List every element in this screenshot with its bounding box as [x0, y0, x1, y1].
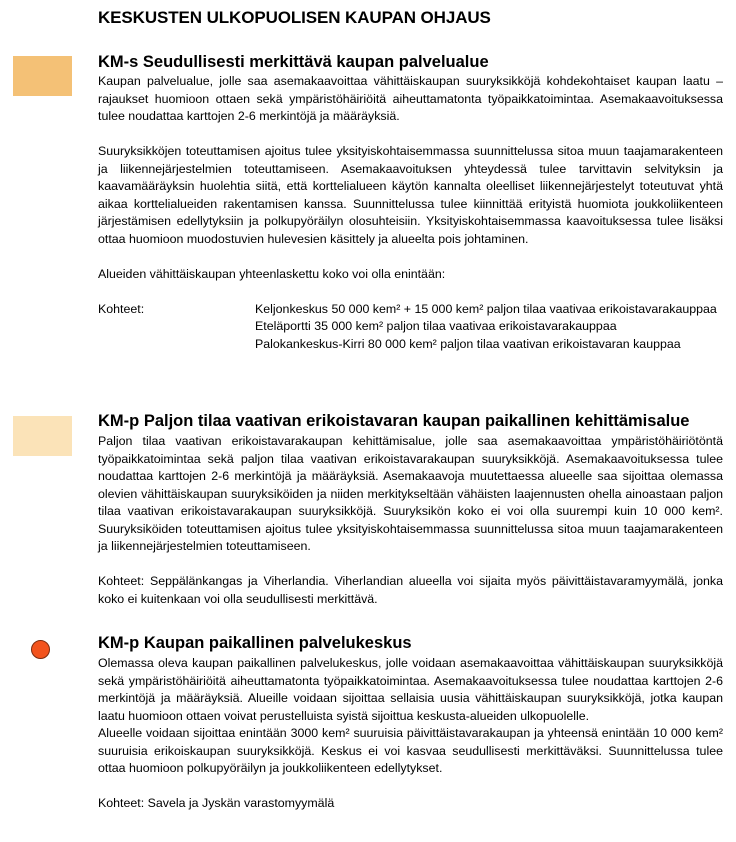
paragraph: Kaupan palvelualue, jolle saa asemakaavoittaa vähittäiskaupan suuryksikköjä kohdekohtaiset kaupan laatu –rajaukset huomioon ottaen sekä ympäristöhäiriöitä aiheuttamatonta työpaikkatoimintaa. Asemakaavoituksessa tulee noudattaa karttojen 2-6 merkintöjä ja määräyksiä.	[98, 74, 723, 123]
section-body	[98, 73, 723, 353]
paragraph: Suuryksikköjen toteuttamisen ajoitus tulee yksityiskohtaisemmassa suunnittelussa sitoa muun taajamarakenteen ja liikennejärjestelmien toteuttamiseen. Asemakaavoituksen yhteydessä tulee tarvittavin selvityksin ja kaavamääräyksin huolehtia siitä, että korttelialueen käytön kannalta oleelliset liikennejärjestelyt toteutuvat yhtä aikaa korttelialueiden rakentamisen kanssa. Suunnittelussa tulee kiinnittää erityistä huomiota joukkoliikenteen järjestämisen edellytyksiin ja polkupyöräilyn olosuhteisiin. Yksityiskohtaisemmassa kaavoituksessa tulee lisäksi ottaa huomioon muodostuvien hulevesien käsittely ja alueelta pois johtaminen.	[98, 144, 723, 246]
section-body	[98, 655, 723, 813]
paragraph: Alueiden vähittäiskaupan yhteenlaskettu koko voi olla enintään:	[98, 266, 446, 281]
legend-swatch-orange	[13, 56, 72, 96]
target-item: Eteläportti 35 000 kem² paljon tilaa vaativaa erikoistavarakauppaa	[255, 319, 617, 333]
target-item: Palokankeskus-Kirri 80 000 kem² paljon tilaa vaativan erikoistavaran kauppaa	[255, 336, 681, 351]
targets-label: Kohteet:	[98, 301, 145, 316]
targets-row	[98, 301, 723, 354]
legend-swatch-light-orange	[13, 416, 72, 456]
paragraph: Olemassa oleva kaupan paikallinen palvelukeskus, jolle voidaan asemakaavoittaa vähittäiskaupan suuryksikköjä sekä ympäristöhäiriöitä aiheuttamatonta työpaikkatoimintaa. Asemakaavoituksessa tulee noudattaa karttojen 2-6 merkintöjä ja määräyksiä. Alueille voidaan sijoittaa sellaisia uusia vähittäiskaupan suuryksikköjä, jotka kaupan laatu huomioon ottaen voivat perustelluista syistä sijoittua keskusta-alueiden ulkopuolelle.	[98, 656, 723, 723]
paragraph: Kohteet: Seppälänkangas ja Viherlandia. Viherlandian alueella voi sijaita myös päivittäistavaramyymälä, jonka koko ei kuitenkaan voi olla seudullisesti merkittävä.	[98, 574, 723, 606]
page-title: KESKUSTEN ULKOPUOLISEN KAUPAN OHJAUS	[98, 8, 491, 27]
section-body	[98, 433, 723, 608]
paragraph: Paljon tilaa vaativan erikoistavarakaupan kehittämisalue, jolle saa asemakaavoittaa ympäristöhäiriötöntä työpaikkatoimintaa sekä paljon tilaa vaativan erikoistavarakaupan suuryksikköjä. Asemakaavoituksessa tulee noudattaa karttojen 2-6 merkintöjä ja määräyksiä. Asemakaavoja muutettaessa alueelle saa sijoittaa olemassa olevien vähittäiskaupan suuryksiköiden ja niiden merkitykseltään vähäisten laajennusten ohella ainoastaan paljon tilaa vaativan erikoistavarakaupan suuryksikköjä. Suuryksikön koko ei voi olla suurempi kuin 10 000 kem². Suuryksiköiden toteuttamisen ajoitus tulee yksityiskohtaisemmassa suunnittelussa sitoa muun taajamarakenteen ja liikennejärjestelmien toteuttamiseen.	[98, 434, 723, 553]
paragraph: Kohteet: Savela ja Jyskän varastomyymälä	[98, 796, 335, 810]
section-heading: KM-p Kaupan paikallinen palvelukeskus	[98, 634, 412, 652]
target-item: Keljonkeskus 50 000 kem² + 15 000 kem² paljon tilaa vaativaa erikoistavarakauppaa	[255, 301, 717, 316]
paragraph: Alueelle voidaan sijoittaa enintään 3000 kem² suuruisia päivittäistavarakaupan ja yhteensä enintään 10 000 kem² suuruisia erikoiskaupan suuryksikköjä. Keskus ei voi kasvaa seudullisesti merkittäväksi. Suunnittelussa tulee ottaa huomioon polkupyöräilyn ja joukkoliikenteen edellytykset.	[98, 726, 723, 775]
section-heading: KM-p Paljon tilaa vaativan erikoistavaran kaupan paikallinen kehittämisalue	[98, 412, 690, 430]
section-heading: KM-s Seudullisesti merkittävä kaupan palvelualue	[98, 53, 489, 71]
targets-list	[255, 301, 723, 354]
legend-dot-red-orange	[31, 640, 50, 659]
